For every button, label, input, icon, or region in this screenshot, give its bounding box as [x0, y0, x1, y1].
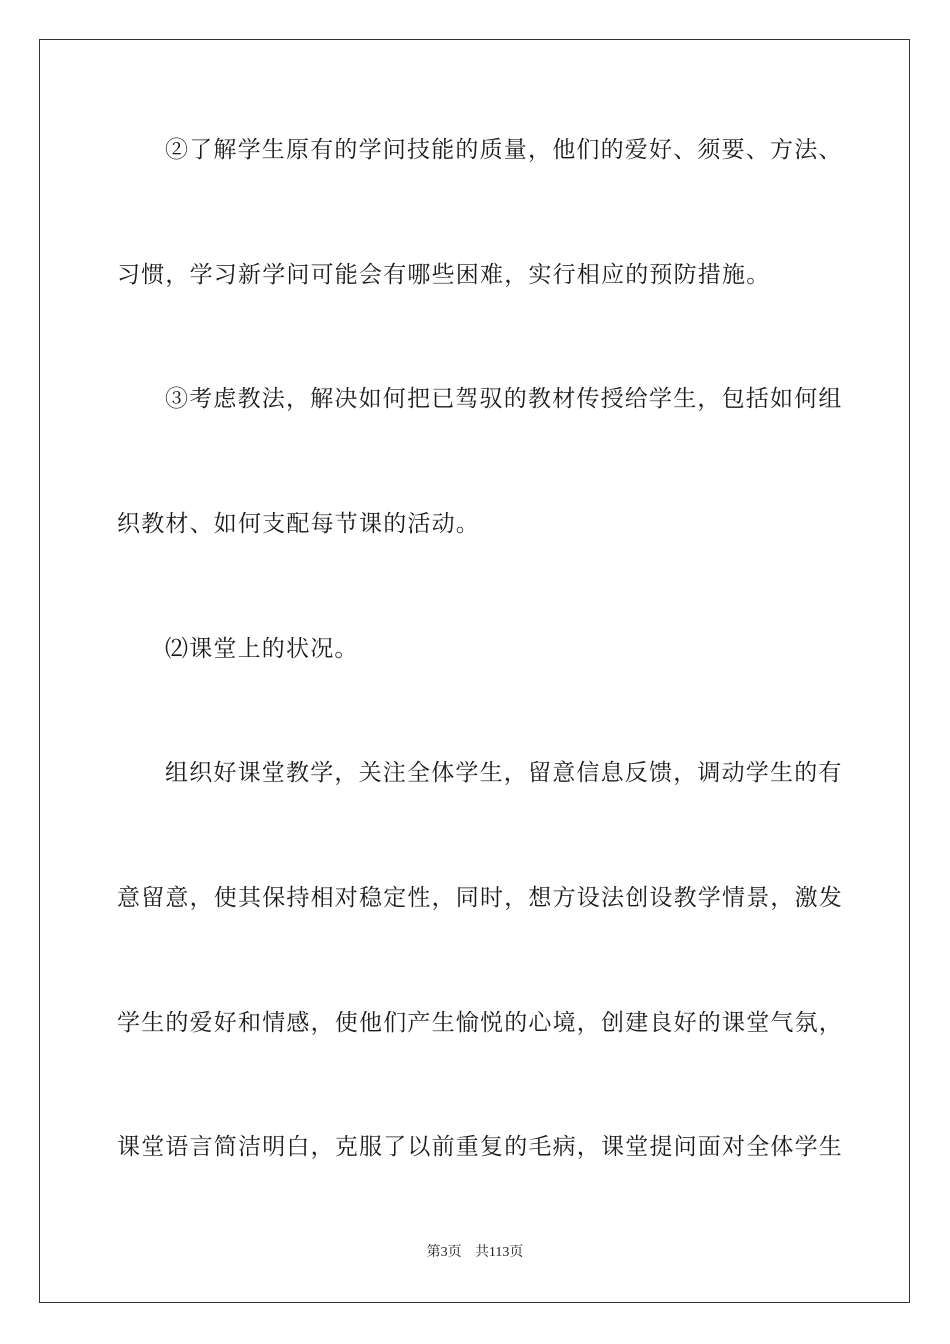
paragraph-line: 织教材、如何支配每节课的活动。	[117, 511, 480, 537]
paragraph-line: 课堂语言简洁明白，克服了以前重复的毛病，课堂提问面对全体学生	[117, 1134, 843, 1160]
page-border	[39, 39, 910, 1303]
section-heading: ⑵课堂上的状况。	[165, 636, 359, 662]
paragraph-line: ②了解学生原有的学问技能的质量，他们的爱好、须要、方法、	[165, 137, 843, 163]
page-footer	[0, 1242, 950, 1263]
paragraph-line: 意留意，使其保持相对稳定性，同时，想方设法创设教学情景，激发	[117, 885, 843, 911]
paragraph-line: 学生的爱好和情感，使他们产生愉悦的心境，创建良好的课堂气氛，	[117, 1010, 843, 1036]
paragraph-line: ③考虑教法，解决如何把已驾驭的教材传授给学生，包括如何组	[165, 386, 843, 412]
page-total: 共113页	[474, 1245, 524, 1260]
page-number: 第3页	[426, 1245, 462, 1260]
paragraph-line: 习惯，学习新学问可能会有哪些困难，实行相应的预防措施。	[117, 262, 771, 288]
paragraph-line: 组织好课堂教学，关注全体学生，留意信息反馈，调动学生的有	[165, 760, 843, 786]
